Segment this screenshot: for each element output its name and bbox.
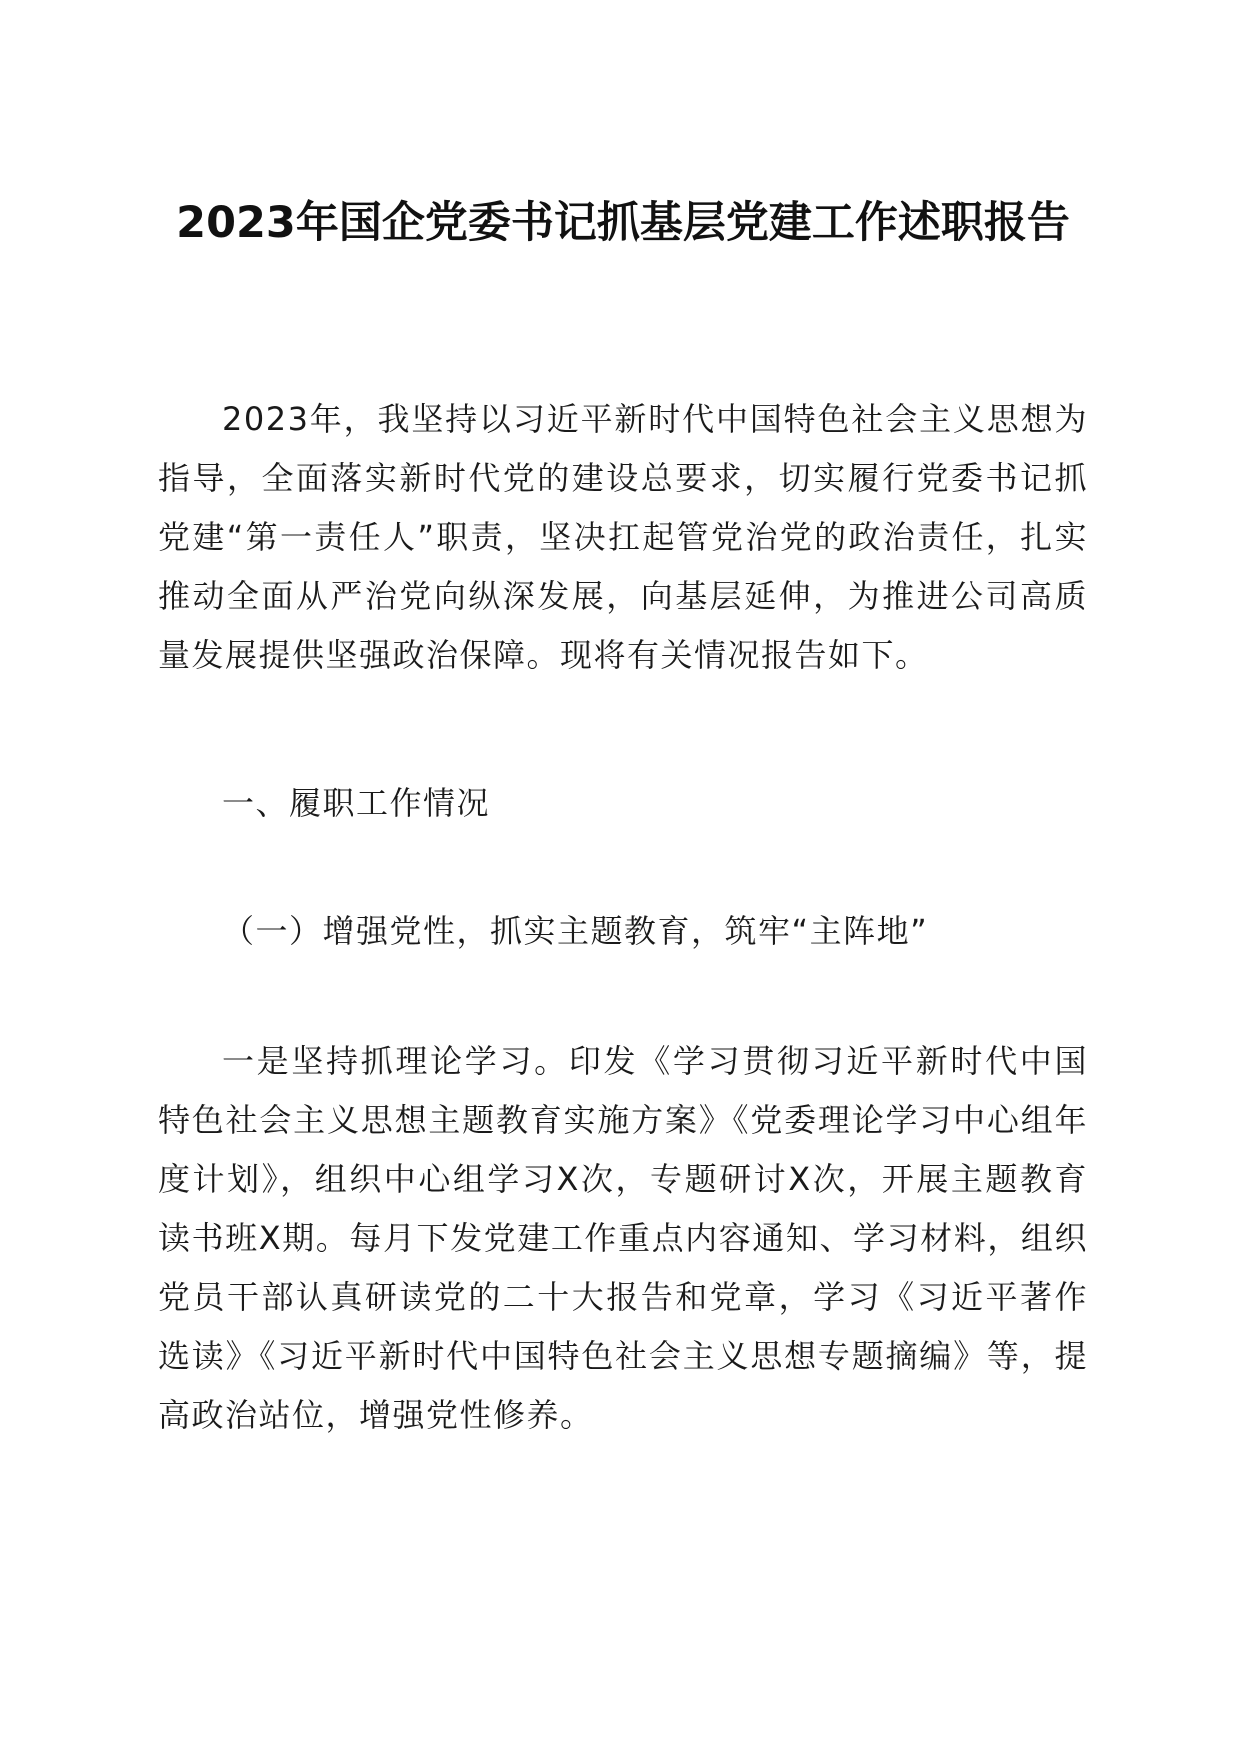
body-paragraph: 一是坚持抓理论学习。印发《学习贯彻习近平新时代中国特色社会主义思想主题教育实施方案》《党委理论学习中心组年度计划》，组织中心组学习X次，专题研讨X次，开展主题教育读书班X期。每月下发党建工作重点内容通知、学习材料，组织党员干部认真研读党的二十大报告和党章，学习《习近平著作选读》《习近平新时代中国特色社会主义思想专题摘编》等，提高政治站位，增强党性修养。 bbox=[158, 1042, 1088, 1434]
document-title: 2023年国企党委书记抓基层党建工作述职报告 bbox=[176, 198, 1070, 248]
subsection-heading: （一）增强党性，抓实主题教育，筑牢“主阵地” bbox=[222, 912, 929, 950]
section-heading: 一、履职工作情况 bbox=[222, 784, 491, 822]
intro-paragraph: 2023年，我坚持以习近平新时代中国特色社会主义思想为指导，全面落实新时代党的建设总要求，切实履行党委书记抓党建“第一责任人”职责，坚决扛起管党治党的政治责任，扎实推动全面从严治党向纵深发展，向基层延伸，为推进公司高质量发展提供坚强政治保障。现将有关情况报告如下。 bbox=[158, 400, 1088, 674]
